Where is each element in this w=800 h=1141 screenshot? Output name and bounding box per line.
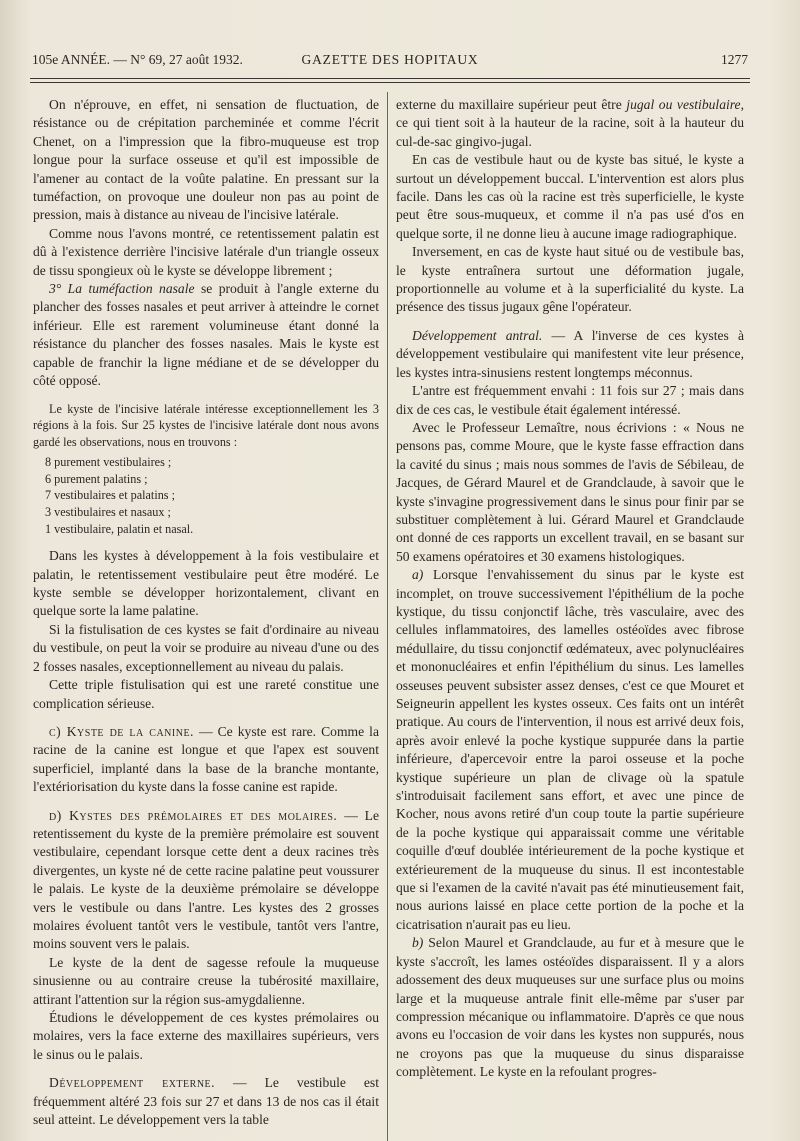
column-divider xyxy=(387,92,388,1141)
paragraph: Cette triple fistulisation qui est une rareté constitue une complication sérieuse. xyxy=(33,677,379,711)
paragraph xyxy=(33,723,379,797)
left-column xyxy=(33,96,379,1129)
running-header xyxy=(32,48,748,76)
paragraph: On n'éprouve, en effet, ni sensation de fluctuation, de résistance ou de crépitation parcheminée et comme l'écrit Chenet, on a l'impression que la fibro-muqueuse est trop longue pour la surface osseuse et qu'il est impossible de l'amener au contact de la voûte palatine. En pressant sur la tuméfaction, on provoque une douleur non pas au point de pression, mais à distance au niveau de l'incisive latérale. xyxy=(33,97,379,223)
list-item: 7 vestibulaires et palatins ; xyxy=(45,488,175,503)
right-column xyxy=(396,96,744,1082)
paragraph: Inversement, en cas de kyste haut situé ou de vestibule bas, le kyste entraînera surtout une déformation jugale, proportionnelle au volume et à la superficialité du kyste. La présence des tissus jugaux gêne l'opérateur. xyxy=(396,244,744,315)
paragraph xyxy=(396,566,744,934)
header-rule-top xyxy=(30,78,750,79)
paragraph xyxy=(33,807,379,954)
paragraph xyxy=(396,327,744,382)
paragraph-text: — Ce kyste est rare. Comme la racine de la canine est longue et que l'apex est souvent superficiel, implanté dans la base de la branche montante, l'extériorisation du kyste dans la fosse canine est rapide. xyxy=(33,723,379,795)
section-label: Développement antral. xyxy=(412,327,543,343)
paragraph-text: Lorsque l'envahissement du sinus par le kyste est incomplet, on trouve successivement l'épithélium de la poche kystique, du tissu conjonctif lâche, très vasculaire, avec des cellules inflammatoires, des lamelles ostéoïdes avec fibrose médullaire, du tissu conjonctif œdémateux, avec polynucléaires et mononucléaires et enfin l'épithélium du sinus. Les lamelles osseuses peuvent subsister assez denses, c'est ce que Mouret et Seigneurin appellent les kystes osseux. Ces faits ont un intérêt pratique. Au cours de l'intervention, il nous est arrivé deux fois, après avoir enlevé la poche kystique suppurée dans la partie inférieure, d'apercevoir entre la paroi osseuse et la poche kystique supérieure un plan de clivage où la spatule s'introduisait facilement sans effort, et avec une pince de Kocher, nous avons retiré d'un coup toute la partie supérieure de la poche kystique qui apparaissait comme une véritable coquille d'œuf doublée intérieurement de la poche kystique et extérieurement de la muqueuse du sinus. Il est incontestable que si l'examen de la cavité n'avait pas été minutieusement fait, nous aurions laissé en place cette portion de la poche et la cicatrisation n'aurait pas eu lieu. xyxy=(396,567,744,932)
paragraph: Avec le Professeur Lemaître, nous écrivions : « Nous ne pensons pas, comme Moure, que le kyste fasse effraction dans la cavité du sinus ; mais nous sommes de l'avis de Sébileau, de Jacques, de Gérard Maurel et de Grandclaude, à savoir que le kyste s'invagine progressivement dans le sinus pour finir par se substituer complètement à lui. Gérard Maurel et Grandclaude ont donné de ces rapports un excellent travail, en se basant sur 50 examens opératoires et 30 examens histologiques. xyxy=(396,419,744,564)
paragraph: Étudions le développement de ces kystes prémolaires ou molaires, vers la face externe des maxillaires supérieurs, vers le sinus ou le palais. xyxy=(33,1010,379,1062)
list-item: 3 vestibulaires et nasaux ; xyxy=(45,505,171,520)
list-item: 8 purement vestibulaires ; xyxy=(45,455,172,470)
section-label: Développement externe. xyxy=(49,1075,216,1091)
section-label: a) xyxy=(412,567,424,583)
paragraph-text: — Le retentissement du kyste de la première prémolaire est souvent vestibulaire, cependant lorsque cette dent a deux racines très divergentes, un kyste né de cette racine palatine peut voussurer le palais. Le kyste de la deuxième prémolaire se développe vers le vestibule ou dans l'antre. Les kystes des 2 grosses molaires évoluent tantôt vers le vestibule, tantôt vers l'antre, moins souvent vers le palais. xyxy=(33,807,380,952)
page-number: 1277 xyxy=(721,52,748,67)
paragraph: En cas de vestibule haut ou de kyste bas situé, le kyste a surtout un développement buccal. L'intervention est alors plus facile. Dans les cas où la racine est très superficielle, le kyste peut être sous-muqueux, et comme il n'a pas usé d'os en quelque sorte, il ne donne lieu à aucune image radiographique. xyxy=(396,152,744,241)
paragraph-text: externe du maxillaire supérieur peut être xyxy=(396,97,627,112)
paragraph-text: , ce qui tient soit à la hauteur de la racine, soit à la hauteur du cul-de-sac gingivo-jugal. xyxy=(396,97,744,149)
header-rule-bottom xyxy=(30,82,750,83)
case-list xyxy=(33,454,379,537)
paragraph-text: se produit à l'angle externe du plancher des fosses nasales et peut arriver à atteindre le cornet inférieur. Elle est rarement volumineuse étant donné la résistance du plancher des fosses nasales. Mais le kyste est capable de franchir la ligne médiane et de se développer du côté opposé. xyxy=(33,281,379,389)
paragraph: Si la fistulisation de ces kystes se fait d'ordinaire au niveau du vestibule, on peut la voir se produire au niveau d'une ou des 2 fosses nasales, exceptionnellement au niveau du palais. xyxy=(33,621,379,674)
paragraph: Dans les kystes à développement à la fois vestibulaire et palatin, le retentissement vestibulaire peut être modéré. Le kyste semble se développer horizontalement, clivant en quelque sorte la lame palatine. xyxy=(33,548,379,619)
journal-title: GAZETTE DES HOPITAUX xyxy=(301,52,479,67)
paragraph: Comme nous l'avons montré, ce retentissement palatin est dû à l'existence derrière l'incisive latérale d'un triangle osseux de tissu spongieux où le kyste se développe librement ; xyxy=(33,225,379,278)
paragraph-text: Selon Maurel et Grandclaude, au fur et à mesure que le kyste s'accroît, les lames ostéoïdes disparaissent. Il y a alors adossement des deux muqueuses sur une surface plus ou moins large et la muqueuse antrale finit elle-même par s'user par compression mécanique ou inflammatoire. D'après ce que nous avons eu l'occasion de voir dans les kystes non suppurés, nous ne croyons pas que la muqueuse du sinus disparaisse complètement. Le kyste en la refoulant progres- xyxy=(396,935,744,1080)
issue-line: 105e ANNÉE. — N° 69, 27 août 1932. xyxy=(32,52,243,67)
paragraph-text: — A l'inverse de ces kystes à développement vestibulaire qui manifestent vite leur présence, les kystes intra-sinusiens restent longtemps méconnus. xyxy=(396,327,744,380)
paragraph xyxy=(396,96,744,151)
paragraph-text: — Le vestibule est fréquemment altéré 23 fois sur 27 et dans 13 de nos cas il était seul atteint. Le développement vers la table xyxy=(33,1075,379,1128)
emphasis: jugal ou vestibulaire xyxy=(626,97,741,112)
paragraph: L'antre est fréquemment envahi : 11 fois sur 27 ; mais dans dix de ces cas, le vestibule était également intéressé. xyxy=(396,383,744,417)
paragraph xyxy=(33,280,379,390)
list-item: 1 vestibulaire, palatin et nasal. xyxy=(45,521,194,536)
list-item: 6 purement palatins ; xyxy=(45,471,148,486)
section-label: 3° La tuméfaction nasale xyxy=(49,281,195,297)
section-label: c) Kyste de la canine. xyxy=(49,723,194,739)
section-label: d) Kystes des prémolaires et des molaires. xyxy=(49,807,338,823)
paragraph xyxy=(396,934,744,1081)
paragraph: Le kyste de la dent de sagesse refoule la muqueuse sinusienne ou au contraire creuse la tubérosité maxillaire, attirant l'attention sur la région sus-amygdalienne. xyxy=(33,954,379,1007)
small-note: Le kyste de l'incisive latérale intéresse exceptionnellement les 3 régions à la fois. Sur 25 kystes de l'incisive latérale dont nous avons gardé les observations, nous en trouvons : xyxy=(33,401,379,449)
section-label: b) xyxy=(412,935,424,951)
paragraph xyxy=(33,1074,379,1129)
